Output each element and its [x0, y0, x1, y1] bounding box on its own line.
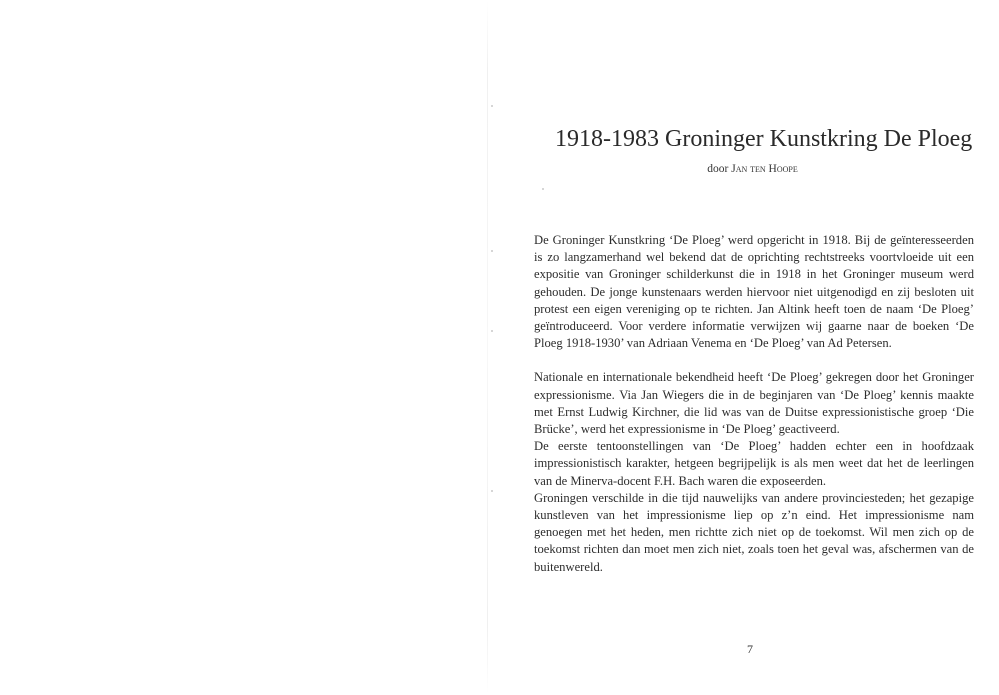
- left-page-blank: [0, 0, 488, 695]
- article-byline: [530, 163, 975, 175]
- paragraph: Nationale en internationale bekendheid heeft ‘De Ploeg’ gekregen door het Groninger expressionisme. Via Jan Wiegers die in de beginjaren van ‘De Ploeg’ kennis maakte met Ernst Ludwig Kirchner, die lid was van de Duitse expressionistische groep ‘Die Brücke’, werd het expressionisme in ‘De Ploeg’ geactiveerd.: [534, 370, 974, 437]
- paper-speck: [491, 330, 493, 332]
- page-number: 7: [747, 642, 753, 656]
- paragraph: Groningen verschilde in die tijd nauwelijks van andere provinciesteden; het gezapige kunstleven van het impressionisme liep op z’n eind. Het impressionisme nam genoegen met het heden, men richtte zich niet op de toekomst. Wil men zich op de toekomst richten dan moet men zich niet, zoals toen het geval was, afschermen van de buitenwereld.: [534, 490, 974, 574]
- article-body: [534, 232, 974, 576]
- paper-speck: [491, 490, 493, 492]
- paragraph: De Groninger Kunstkring ‘De Ploeg’ werd opgericht in 1918. Bij de geïnteresseerden is zo langzamerhand wel bekend dat de oprichting rechtstreeks voortvloeide uit een expositie van Groninger schilderkunst die in 1918 in het Groninger museum werd gehouden. De jonge kunstenaars werden hiervoor niet uitgenodigd en zij besloten uit protest een eigen vereniging op te richten. Jan Altink heeft toen de naam ‘De Ploeg’ geïntroduceerd. Voor verdere informatie verwijzen wij gaarne naar de boeken ‘De Ploeg 1918-1930’ van Adriaan Venema en ‘De Ploeg’ van Ad Petersen.: [534, 233, 974, 351]
- author-name: Jan ten Hoope: [731, 163, 798, 175]
- paper-speck: [542, 188, 544, 190]
- byline-prefix: door: [707, 163, 729, 175]
- paragraph: De eerste tentoonstellingen van ‘De Ploeg’ hadden echter een in hoofdzaak impressionistisch karakter, hetgeen begrijpelijk is als men weet dat het de leerlingen van de Minerva-docent F.H. Bach waren die exposeerden.: [534, 439, 974, 488]
- article-title: 1918-1983 Groninger Kunstkring De Ploeg: [555, 126, 973, 152]
- paper-speck: [491, 105, 493, 107]
- paper-speck: [491, 250, 493, 252]
